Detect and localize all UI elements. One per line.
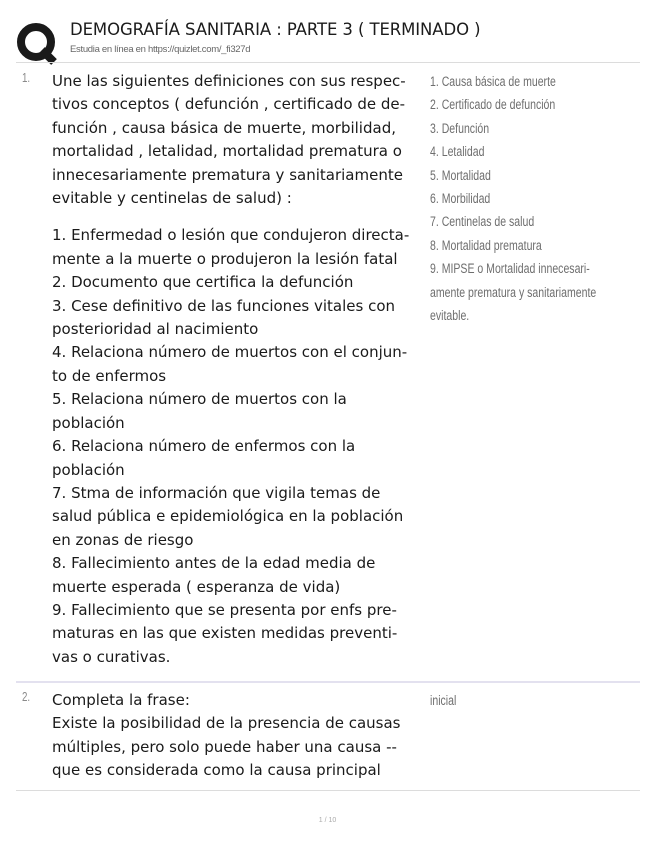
term-list-line: 9. Fallecimiento que se presenta por enfs pre- [52,600,397,619]
card-definition [430,689,633,712]
definition-line: 1. Causa básica de muerte [430,74,556,89]
card-divider [16,790,640,791]
term-list-line: 8. Fallecimiento antes de la edad media de [52,554,376,573]
term-list-line: en zonas de riesgo [52,530,194,549]
term-line: innecesariamente prematura y sanitariamente [52,165,403,184]
term-list-line: 3. Cese definitivo de las funciones vitales con [52,296,396,315]
term-line: Une las siguientes definiciones con sus respec- [52,72,406,90]
term-list-line: 2. Documento que certifica la defunción [52,273,354,292]
page-number: 1 / 10 [318,817,337,824]
term-list-line: muerte esperada ( esperanza de vida) [52,577,341,596]
definition-line: 3. Defunción [430,120,490,136]
term-list-line: to de enfermos [52,366,167,385]
card-number: 1. [22,70,31,85]
term-list-line: población [52,460,125,479]
definition-line: 9. MIPSE o Mortalidad innecesari- [430,261,590,277]
term-line: función , causa básica de muerte, morbilidad, [52,118,396,137]
term-line: Completa la frase: [52,691,190,709]
page-title: DEMOGRAFÍA SANITARIA : PARTE 3 ( TERMINADO ) [70,20,481,39]
term-list-line: 7. Stma de información que vigila temas de [52,483,381,502]
study-link-text: Estudia en línea en https://quizlet.com/_fi327d [70,44,251,55]
term-list-line: 6. Relaciona número de enfermos con la [52,437,356,456]
definition-line: 6. Morbilidad [430,191,491,207]
term-line: tivos conceptos ( defunción , certificado de de- [52,95,406,114]
term-list-line: maturas en las que existen medidas preventi- [52,624,398,643]
term-list-line: 1. Enfermedad o lesión que condujeron directa- [52,226,410,245]
card-term [52,689,430,783]
paragraph-gap [52,210,430,224]
definition-line: amente prematura y sanitariamente [430,284,597,300]
card-term [52,70,430,669]
definition-line: 5. Mortalidad [430,167,491,183]
definition-line: 4. Letalidad [430,144,485,160]
term-list-line: población [52,413,125,432]
term-list-line: posterioridad al nacimiento [52,320,259,339]
definition-line: 8. Mortalidad prematura [430,237,542,253]
card-divider [16,681,640,683]
definition-line: inicial [430,693,457,708]
definition-line: 7. Centinelas de salud [430,214,535,230]
card-number: 2. [22,689,31,704]
term-line: Existe la posibilidad de la presencia de causas [52,714,401,733]
definition-line: evitable. [430,308,470,324]
term-list-line: mente a la muerte o produjeron la lesión fatal [52,249,398,268]
term-line: múltiples, pero solo puede haber una causa -- [52,737,397,756]
card-definition [430,70,633,327]
definition-line: 2. Certificado de defunción [430,97,556,113]
header-divider [16,62,640,63]
term-list-line: 5. Relaciona número de muertos con la [52,390,347,409]
term-line: evitable y centinelas de salud) : [52,189,292,208]
term-line: mortalidad , letalidad, mortalidad prematura o [52,142,402,161]
term-line: que es considerada como la causa principal [52,761,381,780]
term-list-line: vas o curativas. [52,647,171,666]
quizlet-logo-icon [16,22,60,66]
term-list-line: 4. Relaciona número de muertos con el conjun- [52,343,408,362]
page-header [16,14,640,62]
term-list-line: salud pública e epidemiológica en la población [52,507,404,526]
